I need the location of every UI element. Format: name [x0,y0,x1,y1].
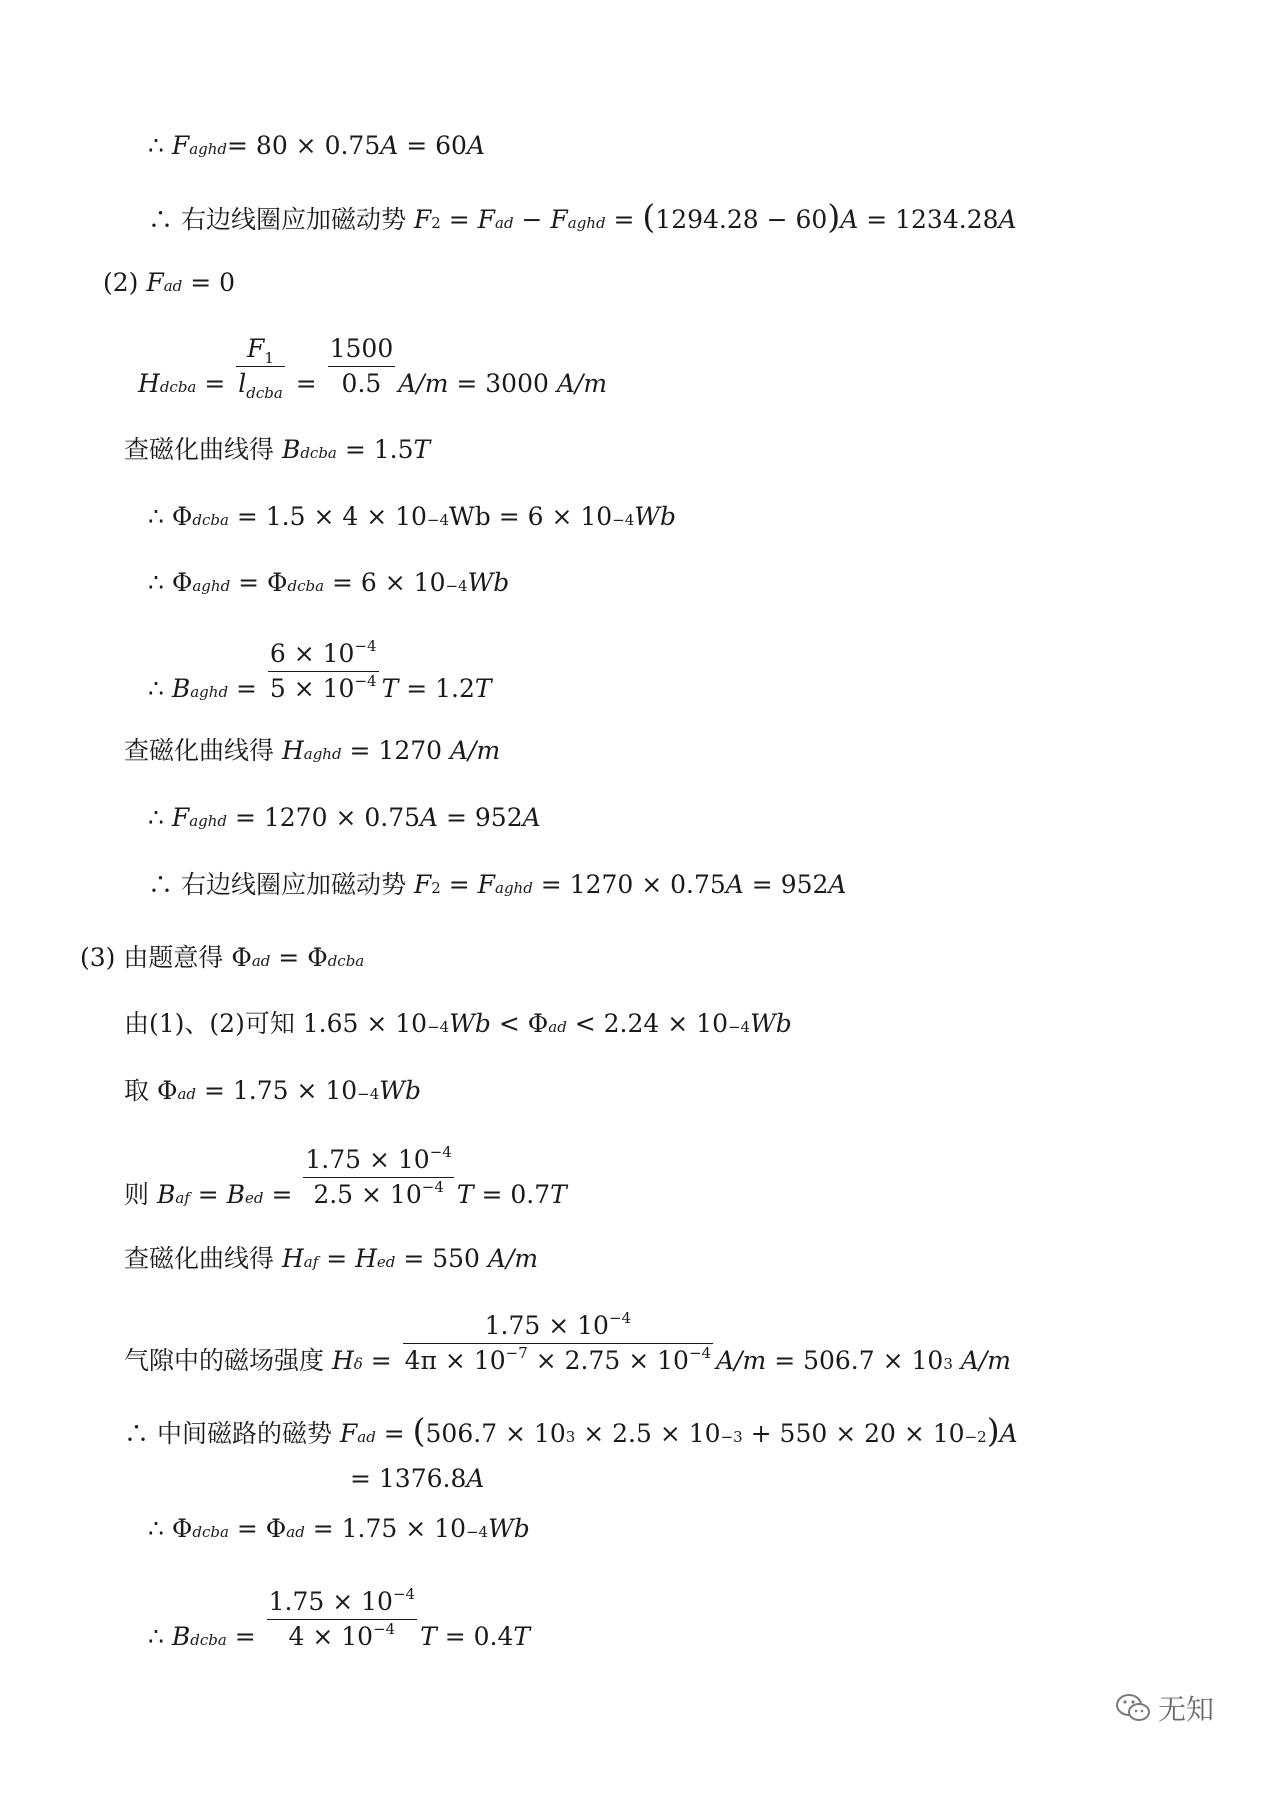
watermark-text: 无知 [1157,1693,1214,1726]
eq-line-20: ∴ Φdcba = Φad = 1.75 × 10−4Wb [148,1514,530,1543]
eq-line-19: = 1376.8A [350,1464,485,1493]
eq-line-6: ∴ Φdcba = 1.5 × 4 × 10−4Wb = 6 × 10−4Wb [148,502,676,531]
eq-line-9: 查磁化曲线得 Haghd = 1270 A/m [124,736,501,765]
eq-line-4: Hdcba = $\frac{F_1}{l_{dcba}}$ = $\frac{1500}{0.5}$ A/m = 3000 A/m [138,334,608,402]
eq-line-21: ∴ Bdcba = $\frac{1.75 \times 10^{-4}}{4 \times 10^{-4}}$ T = 0.4T [148,1585,531,1651]
eq-line-13: 由(1)、(2)可知 1.65 × 10−4Wb < Φad < 2.24 × 10−4Wb [124,1009,792,1038]
fraction: $\frac{1.75 \times 10^{-4}}{4 \times 10^{-4}}$ [268,1585,416,1651]
eq-line-7: ∴ Φaghd = Φdcba = 6 × 10−4Wb [148,568,510,597]
eq-line-1: ∴ Faghd= 80 × 0.75A = 60A [148,131,486,160]
eq-line-2: ∴ 右边线圈应加磁动势 F2 = Fad − Faghd = (1294.28 − 60)A = 1234.28A [148,197,1017,236]
eq-line-17: 气隙中的磁场强度 Hδ = $\frac{1.75 \times 10^{-4}}{4\pi \times 10^{-7} \times 2.75 \times 10^{-4}}$ A/m = 506.7 × 103 A/m [124,1309,1012,1375]
watermark [1114,1688,1214,1728]
fraction: $\frac{1500}{0.5}$ [329,334,394,398]
eq-line-11: ∴ 右边线圈应加磁动势 F2 = Faghd = 1270 × 0.75A = 952A [148,870,847,899]
eq-line-16: 查磁化曲线得 Haf = Hed = 550 A/m [124,1244,539,1273]
fraction: $\frac{1.75 \times 10^{-4}}{2.5 \times 10^{-4}}$ [305,1143,452,1209]
fraction: $\frac{6 \times 10^{-4}}{5 \times 10^{-4}}$ [269,637,377,703]
eq-line-5: 查磁化曲线得 Bdcba = 1.5T [124,435,431,464]
wechat-icon [1114,1692,1152,1724]
eq-line-3: (2) Fad = 0 [103,268,236,297]
eq-line-10: ∴ Faghd = 1270 × 0.75A = 952A [148,803,541,832]
eq-line-18: ∴ 中间磁路的磁势 Fad = (506.7 × 103 × 2.5 × 10−3 + 550 × 20 × 10−2)A [124,1411,1018,1450]
eq-line-12: (3) 由题意得 Φad = Φdcba [80,943,365,972]
eq-line-15: 则 Baf = Bed = $\frac{1.75 \times 10^{-4}}{2.5 \times 10^{-4}}$ T = 0.7T [124,1143,567,1209]
eq-line-14: 取 Φad = 1.75 × 10−4Wb [124,1076,421,1105]
eq-line-8: ∴ Baghd = $\frac{6 \times 10^{-4}}{5 \times 10^{-4}}$ T = 1.2T [148,637,492,703]
fraction: $\frac{1.75 \times 10^{-4}}{4\pi \times 10^{-7} \times 2.75 \times 10^{-4}}$ [404,1309,712,1375]
fraction: $\frac{F_1}{l_{dcba}}$ [238,334,283,402]
